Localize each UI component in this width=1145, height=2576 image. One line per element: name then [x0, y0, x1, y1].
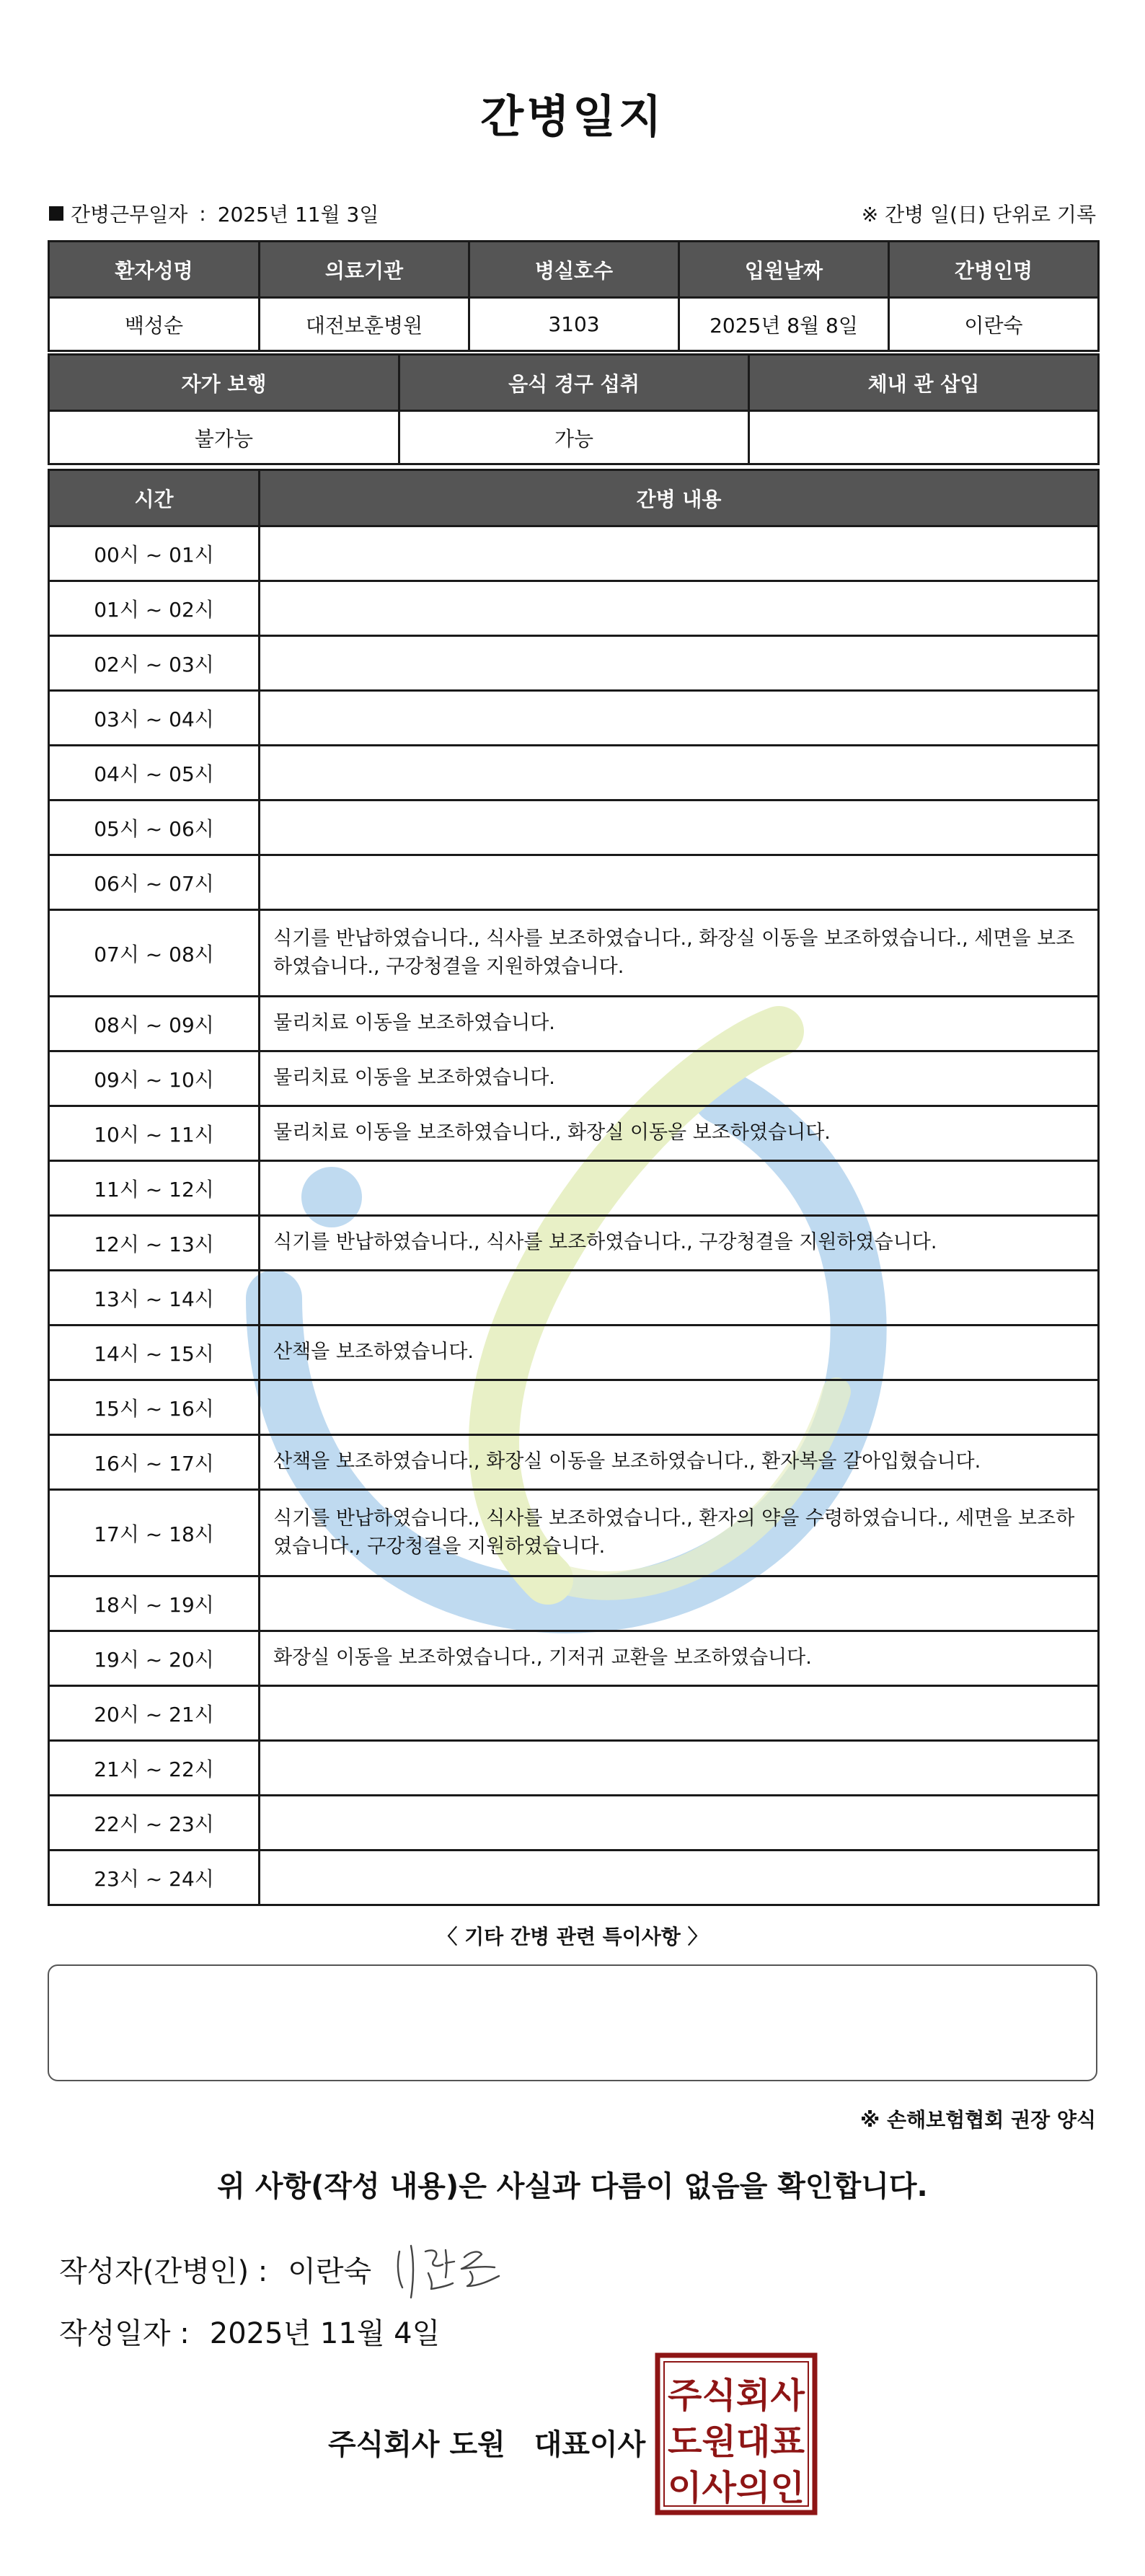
log-content: 물리치료 이동을 보조하였습니다.: [260, 1051, 1099, 1106]
log-content: 산책을 보조하였습니다., 화장실 이동을 보조하였습니다., 환자복을 갈아입혔습니다.: [260, 1435, 1099, 1490]
log-content: [260, 1380, 1099, 1435]
confirmation-statement: 위 사항(작성 내용)은 사실과 다름이 없음을 확인합니다.: [217, 2170, 928, 2203]
written-date-value: 2025년 11월 4일: [209, 2317, 441, 2350]
log-time: 12시 ~ 13시: [49, 1216, 260, 1271]
log-time: 04시 ~ 05시: [49, 746, 260, 800]
log-row: [49, 997, 1099, 1051]
log-content: 식기를 반납하였습니다., 식사를 보조하였습니다., 구강청결을 지원하였습니다.: [260, 1216, 1099, 1271]
log-time: 11시 ~ 12시: [49, 1161, 260, 1216]
log-content: [260, 636, 1099, 691]
log-row: [49, 800, 1099, 855]
notes-heading: 〈 기타 간병 관련 특이사항 〉: [437, 1925, 708, 1949]
company-line: [328, 2422, 645, 2463]
log-time: 16시 ~ 17시: [49, 1435, 260, 1490]
log-row: [49, 1326, 1099, 1380]
header-hospital: 의료기관: [260, 242, 469, 298]
log-time: 23시 ~ 24시: [49, 1851, 260, 1905]
log-row: [49, 1216, 1099, 1271]
log-content: 산책을 보조하였습니다.: [260, 1326, 1099, 1380]
writer-line: [59, 2249, 371, 2290]
unit-note: ※ 간병 일(日) 단위로 기록: [861, 203, 1096, 226]
log-time: 06시 ~ 07시: [49, 855, 260, 910]
notes-box: [48, 1964, 1097, 2081]
log-time: 09시 ~ 10시: [49, 1051, 260, 1106]
log-row: [49, 1741, 1099, 1796]
log-content: [260, 1161, 1099, 1216]
room-number: 3103: [469, 298, 679, 351]
patient-status-table: [48, 353, 1100, 465]
log-time: 05시 ~ 06시: [49, 800, 260, 855]
log-row: [49, 1435, 1099, 1490]
header-care-content: 간병 내용: [260, 470, 1099, 526]
work-date-line: [49, 199, 379, 228]
log-content: [260, 1796, 1099, 1851]
company-title: 대표이사: [534, 2428, 646, 2461]
log-content: [260, 581, 1099, 636]
work-date-separator: :: [199, 201, 206, 226]
work-date-value: 2025년 11월 3일: [217, 203, 379, 226]
log-content: 화장실 이동을 보조하였습니다., 기저귀 교환을 보조하였습니다.: [260, 1631, 1099, 1686]
admission-date: 2025년 8월 8일: [679, 298, 889, 351]
log-content: 식기를 반납하였습니다., 식사를 보조하였습니다., 환자의 약을 수령하였습니다., 세면을 보조하였습니다., 구강청결을 지원하였습니다.: [260, 1490, 1099, 1576]
patient-name: 백성순: [49, 298, 260, 351]
log-time: 01시 ~ 02시: [49, 581, 260, 636]
log-time: 02시 ~ 03시: [49, 636, 260, 691]
log-time: 19시 ~ 20시: [49, 1631, 260, 1686]
oral-intake-value: 가능: [399, 411, 749, 464]
log-time: 10시 ~ 11시: [49, 1106, 260, 1161]
log-row: [49, 1271, 1099, 1326]
log-content: [260, 1686, 1099, 1741]
log-row: [49, 581, 1099, 636]
header-admission-date: 입원날짜: [679, 242, 889, 298]
log-time: 21시 ~ 22시: [49, 1741, 260, 1796]
status-header-row: [49, 355, 1099, 411]
log-row: [49, 1051, 1099, 1106]
caregiver-name: 이란숙: [889, 298, 1099, 351]
patient-header-row: [49, 242, 1099, 298]
seal-text-line: 도원대표: [668, 2422, 805, 2462]
log-time: 17시 ~ 18시: [49, 1490, 260, 1576]
log-content: [260, 1576, 1099, 1631]
log-content: [260, 526, 1099, 581]
log-time: 20시 ~ 21시: [49, 1686, 260, 1741]
log-content: 식기를 반납하였습니다., 식사를 보조하였습니다., 화장실 이동을 보조하였습니다., 세면을 보조하였습니다., 구강청결을 지원하였습니다.: [260, 910, 1099, 997]
log-row: [49, 855, 1099, 910]
log-row: [49, 1796, 1099, 1851]
black-square-icon: [49, 206, 63, 221]
written-date-line: [59, 2311, 440, 2352]
log-content: [260, 691, 1099, 746]
log-row: [49, 526, 1099, 581]
log-content: [260, 1851, 1099, 1905]
seal-text-line: 이사의인: [668, 2468, 805, 2508]
log-time: 22시 ~ 23시: [49, 1796, 260, 1851]
log-row: [49, 1576, 1099, 1631]
seal-text-line: 주식회사: [668, 2376, 805, 2416]
patient-info-table: [48, 240, 1100, 352]
header-room-number: 병실호수: [469, 242, 679, 298]
hourly-care-log-table: [48, 469, 1100, 1906]
header-oral-intake: 음식 경구 섭취: [399, 355, 749, 411]
handwritten-signature: [389, 2236, 512, 2301]
header-self-walking: 자가 보행: [49, 355, 399, 411]
log-content: [260, 800, 1099, 855]
writer-label: 작성자(간병인) :: [59, 2255, 268, 2288]
header-caregiver-name: 간병인명: [889, 242, 1099, 298]
log-row: [49, 1380, 1099, 1435]
log-time: 07시 ~ 08시: [49, 910, 260, 997]
form-note: ※ 손해보험협회 권장 양식: [860, 2108, 1096, 2132]
log-header-row: [49, 470, 1099, 526]
log-row: [49, 1851, 1099, 1905]
log-row: [49, 910, 1099, 997]
writer-name: 이란숙: [288, 2255, 372, 2288]
patient-value-row: [49, 298, 1099, 351]
header-tube-insertion: 체내 관 삽입: [749, 355, 1099, 411]
log-row: [49, 1490, 1099, 1576]
log-row: [49, 1686, 1099, 1741]
company-name: 주식회사 도원: [328, 2428, 505, 2461]
log-row: [49, 1106, 1099, 1161]
header-time: 시간: [49, 470, 260, 526]
written-date-label: 작성일자 :: [59, 2317, 190, 2350]
log-row: [49, 1161, 1099, 1216]
log-time: 03시 ~ 04시: [49, 691, 260, 746]
document-title: 간병일지: [480, 90, 665, 143]
log-content: [260, 1271, 1099, 1326]
company-seal-stamp: [655, 2352, 818, 2515]
log-row: [49, 636, 1099, 691]
self-walking-value: 불가능: [49, 411, 399, 464]
log-time: 13시 ~ 14시: [49, 1271, 260, 1326]
log-row: [49, 1631, 1099, 1686]
hospital: 대전보훈병원: [260, 298, 469, 351]
log-row: [49, 746, 1099, 800]
log-time: 08시 ~ 09시: [49, 997, 260, 1051]
log-content: [260, 855, 1099, 910]
header-patient-name: 환자성명: [49, 242, 260, 298]
log-content: 물리치료 이동을 보조하였습니다.: [260, 997, 1099, 1051]
log-time: 15시 ~ 16시: [49, 1380, 260, 1435]
log-time: 18시 ~ 19시: [49, 1576, 260, 1631]
work-date-label: 간병근무일자: [71, 203, 188, 226]
log-time: 14시 ~ 15시: [49, 1326, 260, 1380]
log-time: 00시 ~ 01시: [49, 526, 260, 581]
tube-insertion-value: [749, 411, 1099, 464]
log-content: [260, 1741, 1099, 1796]
status-value-row: [49, 411, 1099, 464]
log-row: [49, 691, 1099, 746]
log-content: 물리치료 이동을 보조하였습니다., 화장실 이동을 보조하였습니다.: [260, 1106, 1099, 1161]
log-content: [260, 746, 1099, 800]
